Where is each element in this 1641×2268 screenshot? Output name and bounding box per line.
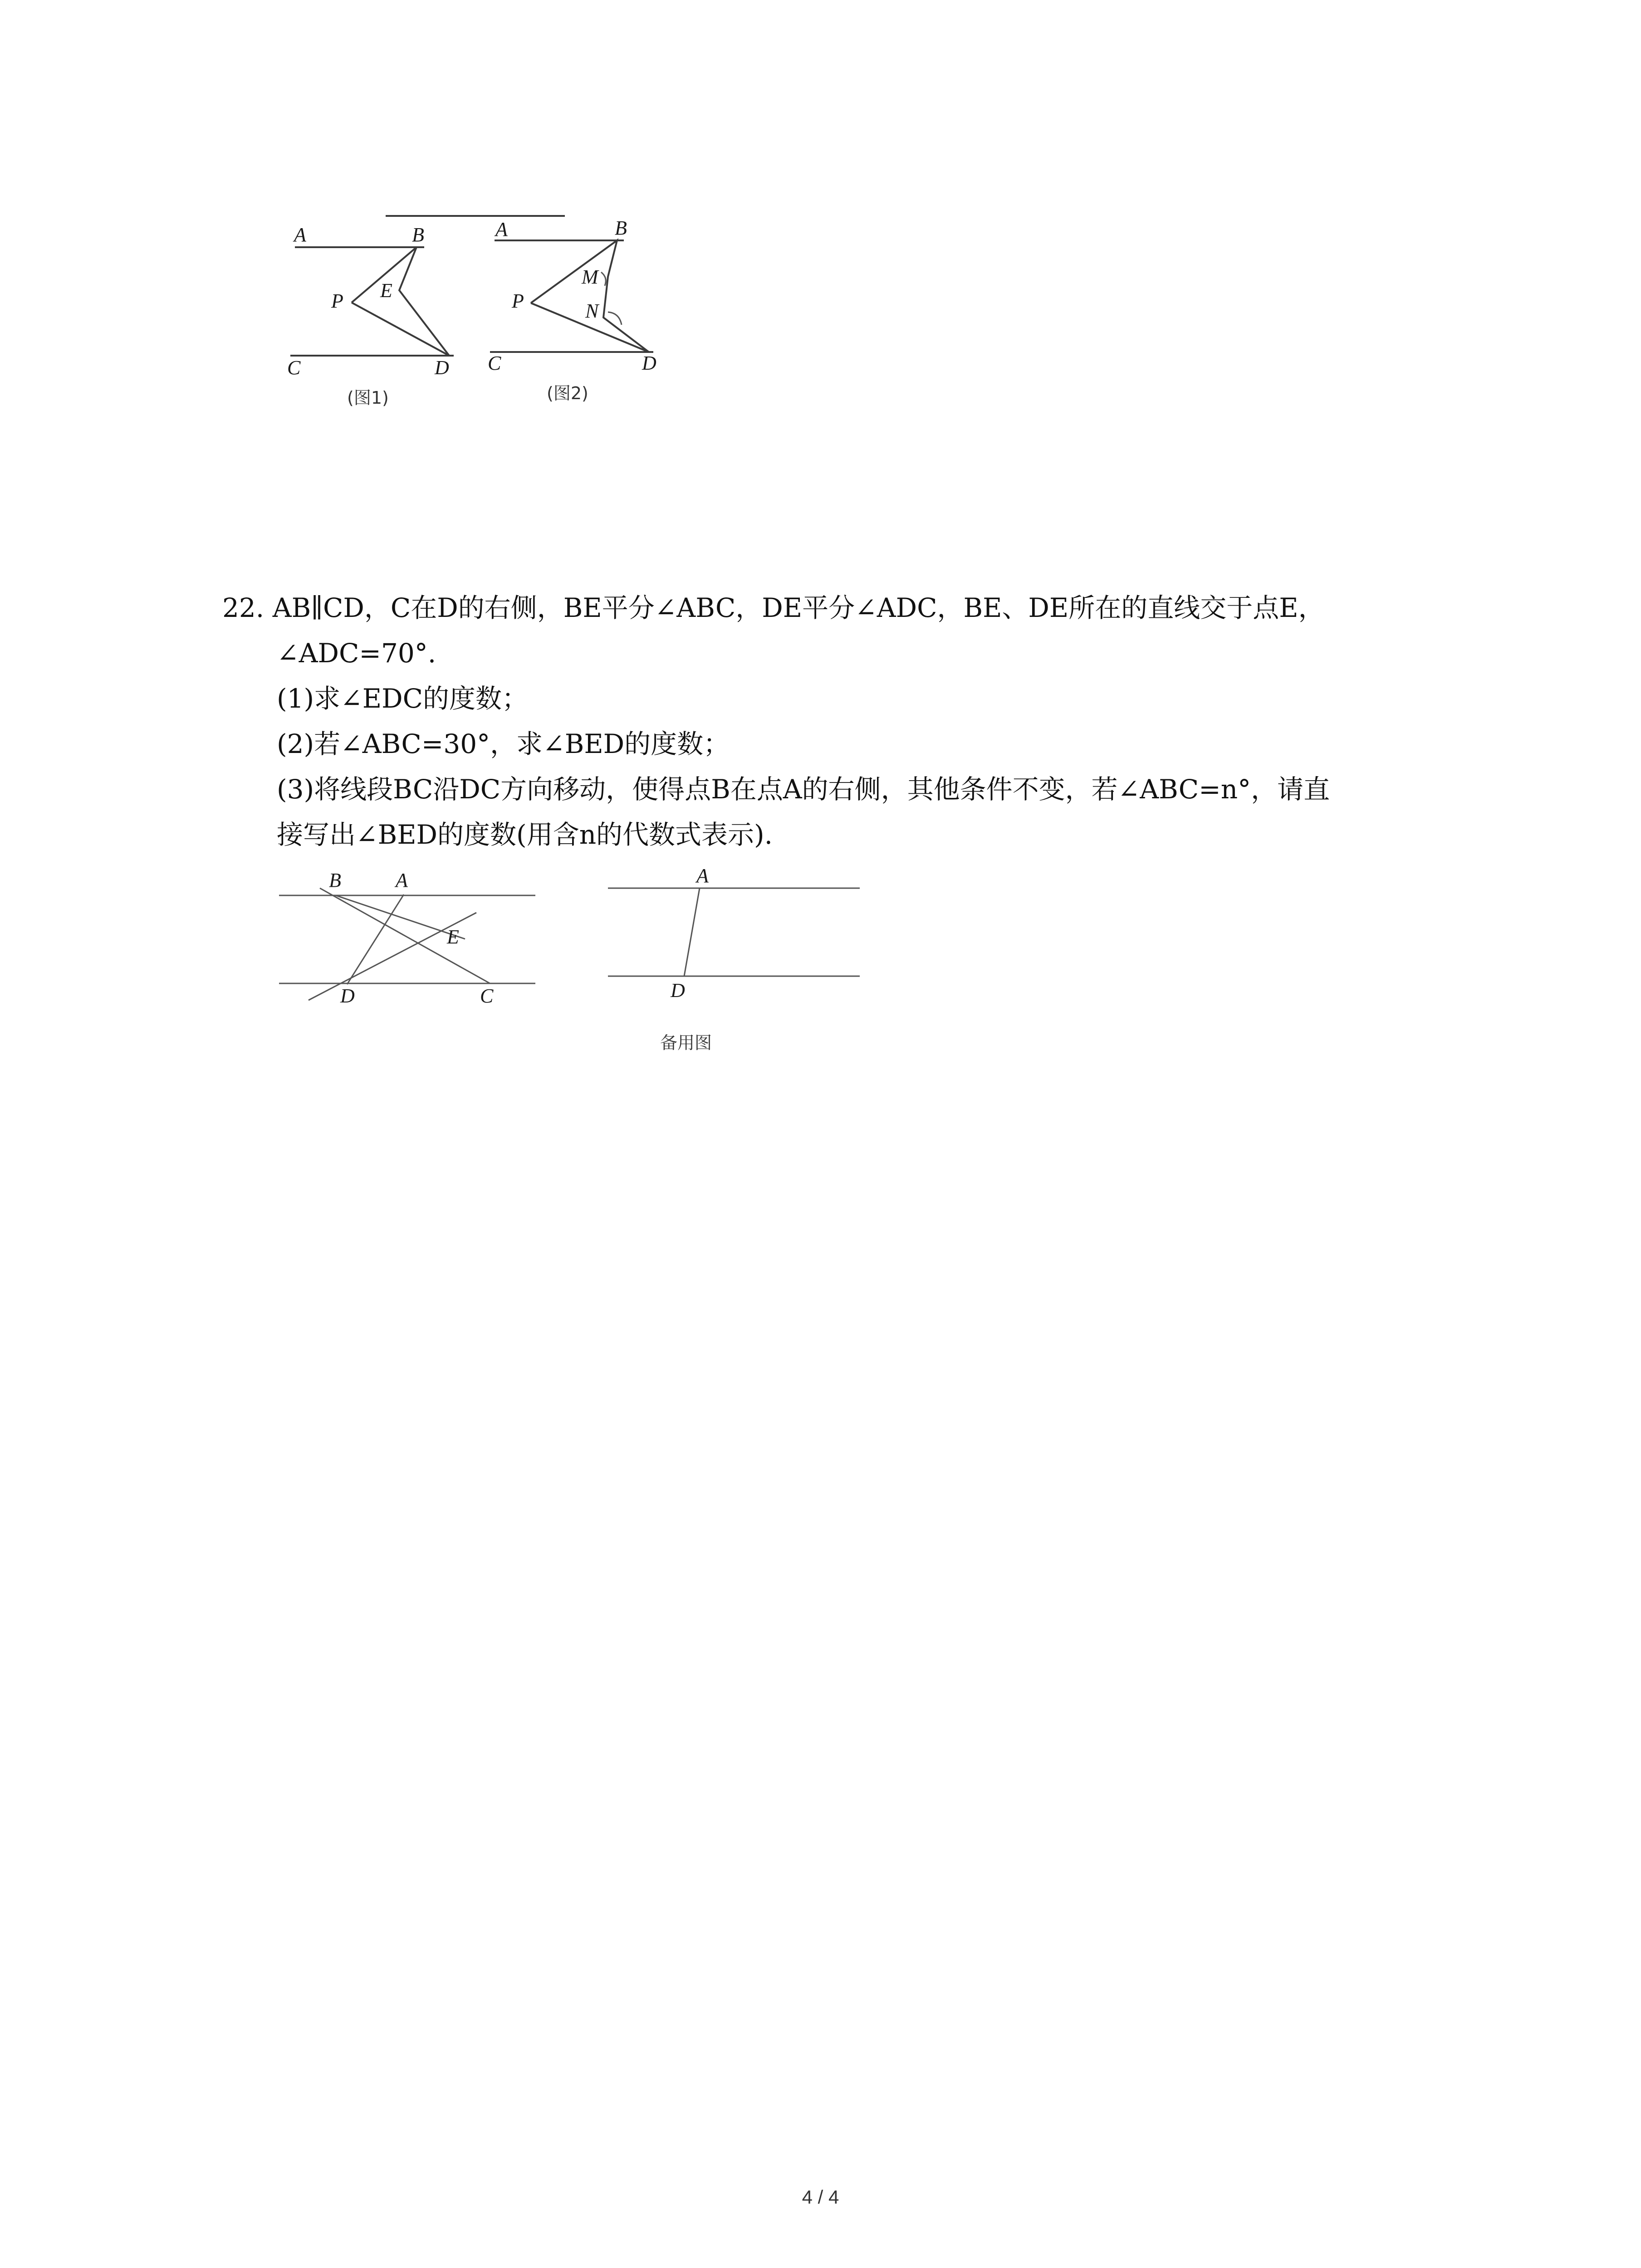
spare-label-d: D xyxy=(671,979,685,1002)
problem-part-3-line1: (3)将线段BC沿DC方向移动，使得点B在点A的右侧，其他条件不变，若∠ABC=n°，请直 xyxy=(277,774,1330,805)
page-number: 4 / 4 xyxy=(802,2186,839,2208)
problem-part-2: (2)若∠ABC=30°，求∠BED的度数； xyxy=(277,728,730,759)
main-label-e: E xyxy=(447,926,459,948)
problem-statement-line1 xyxy=(222,585,1447,631)
fig2-label-p: P xyxy=(512,290,524,312)
fig2-label-n: N xyxy=(585,300,599,322)
main-label-d: D xyxy=(340,985,355,1007)
fig2-caption: (图2) xyxy=(547,383,588,403)
fig1-caption: (图1) xyxy=(347,388,389,408)
fig1-label-a: A xyxy=(294,224,306,246)
problem-22 xyxy=(222,585,1447,857)
bottom-figures xyxy=(0,862,1641,1089)
figure-main xyxy=(279,869,535,1007)
figure-spare xyxy=(608,865,860,1053)
problem-part-3-line2: 接写出∠BED的度数(用含n的代数式表示). xyxy=(277,819,773,850)
spare-caption: 备用图 xyxy=(660,1033,712,1053)
main-label-a: A xyxy=(396,869,408,891)
problem-number: 22. xyxy=(222,592,265,623)
spare-label-a: A xyxy=(696,865,709,887)
fig2-label-d: D xyxy=(642,352,656,374)
figure-1 xyxy=(287,224,454,408)
fig1-label-b: B xyxy=(412,224,424,246)
fig1-label-c: C xyxy=(287,357,301,379)
fig2-label-a: A xyxy=(495,218,508,240)
figure-2 xyxy=(488,217,656,403)
fig2-label-m: M xyxy=(582,266,598,288)
problem-statement: AB∥CD，C在D的右侧，BE平分∠ABC，DE平分∠ADC，BE、DE所在的直线交于点E， xyxy=(272,592,1325,623)
fig1-label-p: P xyxy=(331,290,343,312)
fig2-label-c: C xyxy=(488,352,501,374)
main-label-b: B xyxy=(329,869,341,891)
problem-statement-line2: ∠ADC=70°. xyxy=(277,638,436,669)
problem-part-1: (1)求∠EDC的度数； xyxy=(277,683,528,714)
fig2-label-b: B xyxy=(615,217,627,239)
fig1-label-d: D xyxy=(435,357,449,379)
fig1-label-e: E xyxy=(380,279,392,302)
main-label-c: C xyxy=(480,985,494,1007)
top-figures xyxy=(0,0,1641,454)
